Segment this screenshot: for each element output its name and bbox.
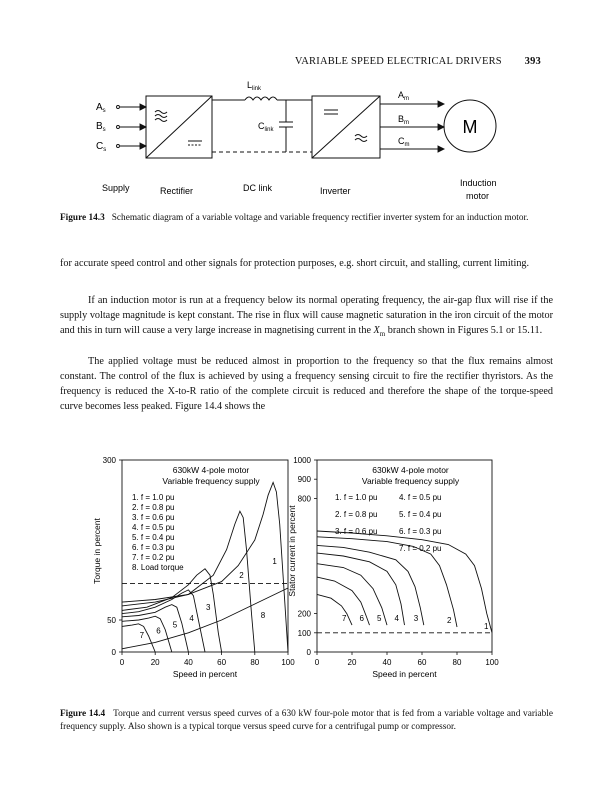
legend-entry: 4. f = 0.5 pu <box>132 523 175 532</box>
chart-subtitle: Variable frequency supply <box>361 476 460 486</box>
series-label: 7 <box>139 630 145 640</box>
legend-entry: 5. f = 0.4 pu <box>132 533 175 542</box>
x-tick-label: 40 <box>183 658 193 667</box>
series-label: 3 <box>413 614 419 624</box>
y-tick-label: 1000 <box>293 456 311 465</box>
label-c-in: $C_s$ <box>96 141 107 153</box>
y-tick-label: 0 <box>306 648 311 657</box>
x-tick-label: 0 <box>119 658 125 667</box>
label-induction: Induction <box>460 178 497 188</box>
x-tick-label: 80 <box>250 658 260 667</box>
label-c-out: $C_m$ <box>398 136 410 148</box>
current-chart <box>287 456 499 679</box>
paragraph-1: for accurate speed control and other signals for protection purposes, e.g. short circuit, and stalling, current limiting. <box>60 258 530 269</box>
y-tick-label: 0 <box>111 648 116 657</box>
x-tick-label: 60 <box>417 658 427 667</box>
label-c-link: $C_{link}$ <box>258 121 274 133</box>
series-label: 2 <box>447 616 452 625</box>
x-axis-label: Speed in percent <box>372 669 437 679</box>
caption-label: Figure 14.3 <box>60 213 105 223</box>
y-axis-label: Torque in percent <box>92 518 102 584</box>
x-tick-label: 40 <box>382 658 392 667</box>
series-line-7 <box>317 594 352 625</box>
x-tick-label: 60 <box>217 658 227 667</box>
y-tick-label: 50 <box>107 616 116 625</box>
chart-subtitle: Variable frequency supply <box>162 476 260 486</box>
legend-entry: 7. f = 0.2 pu <box>399 544 442 553</box>
legend-entry: 2. f = 0.8 pu <box>335 510 378 519</box>
x-tick-label: 100 <box>281 658 295 667</box>
legend-entry: 2. f = 0.8 pu <box>132 503 175 512</box>
series-label: 3 <box>206 602 211 612</box>
y-axis-label: Stator current in percent <box>287 505 297 597</box>
chart-title: 630kW 4-pole motor <box>372 465 449 475</box>
legend-entry: 6. f = 0.3 pu <box>399 527 442 536</box>
legend-entry: 7. f = 0.2 pu <box>132 553 175 562</box>
x-tick-label: 20 <box>347 658 357 667</box>
figure-14-3-caption <box>60 212 553 225</box>
label-a-out: $A_m$ <box>398 90 410 102</box>
legend-entry: 1. f = 1.0 pu <box>335 493 378 502</box>
label-l-link: $L_{link}$ <box>247 80 262 92</box>
caption-text: Torque and current versus speed curves of a 630 kW four-pole motor that is fed from a variable voltage and variable frequency supply. Also shown is a typical torque versus speed curve for a centrifugal pump or compressor. <box>60 709 553 732</box>
paragraph-2: If an induction motor is run at a frequency below its normal operating frequency, the air-gap flux will rise if the supply voltage magnitude is kept constant. The rise in flux will cause magnetic saturation in the iron circuit of the motor and this in turn will cause a very large increase in magnetising current in the $X_m$ branch shown in Figures 5.1 or 15.11. <box>60 295 553 339</box>
series-label: 4 <box>394 614 399 624</box>
series-line-5 <box>122 605 188 652</box>
x-tick-label: 80 <box>452 658 462 667</box>
legend-entry: 1. f = 1.0 pu <box>132 493 175 502</box>
legend-entry: 8. Load torque <box>132 563 184 572</box>
y-tick-label: 200 <box>297 609 311 619</box>
x-axis-label: Speed in percent <box>172 669 238 679</box>
series-label: 6 <box>359 614 364 624</box>
x-tick-label: 100 <box>485 658 499 667</box>
rectifier-box <box>146 96 212 158</box>
legend-entry: 4. f = 0.5 pu <box>399 493 442 502</box>
caption-text: Schematic diagram of a variable voltage and variable frequency rectifier inverter system for an induction motor. <box>111 213 529 223</box>
y-tick-label: 800 <box>297 494 311 504</box>
series-label: 4 <box>189 614 194 623</box>
label-motor-word: motor <box>466 191 490 201</box>
label-rectifier: Rectifier <box>160 186 194 196</box>
series-label: 5 <box>377 614 382 624</box>
legend-entry: 3. f = 0.6 pu <box>132 513 175 522</box>
series-label: 7 <box>342 614 347 624</box>
x-tick-label: 20 <box>150 658 160 667</box>
label-supply: Supply <box>102 183 130 193</box>
x-tick-label: 0 <box>314 658 320 667</box>
series-label: 8 <box>260 611 266 620</box>
label-inverter: Inverter <box>320 186 351 196</box>
chart-title: 630kW 4-pole motor <box>172 465 250 475</box>
series-label: 6 <box>156 626 161 636</box>
torque-current-charts <box>80 452 510 692</box>
legend-entry: 3. f = 0.6 pu <box>335 527 378 536</box>
y-tick-label: 300 <box>102 456 116 465</box>
series-label: 1 <box>484 621 489 631</box>
legend-entry: 6. f = 0.3 pu <box>132 543 175 552</box>
label-a-in: $A_s$ <box>96 102 106 114</box>
running-title: VARIABLE SPEED ELECTRICAL DRIVERS <box>294 56 502 67</box>
figure-14-4-caption <box>60 708 553 734</box>
inverter-box <box>312 96 380 158</box>
output-arrows <box>380 101 444 152</box>
y-tick-label: 100 <box>297 628 311 638</box>
y-tick-label: 900 <box>297 475 311 485</box>
page-number: 393 <box>524 56 541 67</box>
running-header <box>295 56 541 67</box>
motor-label: M <box>462 117 478 137</box>
series-label: 2 <box>239 571 244 581</box>
input-arrows <box>117 104 147 149</box>
label-b-in: $B_s$ <box>96 121 106 133</box>
paragraph-3: The applied voltage must be reduced almost in proportion to the frequency so that the flux remains almost constant. The control of the flux is achieved by using a frequency sensing circuit to fire the rectifier thyristors. As the frequency is reduced the X-to-R ratio of the complete circuit is reduced and therefore the shape of the torque-speed curve becomes less peaked. Figure 14.4 shows the <box>60 356 553 412</box>
caption-label: Figure 14.4 <box>60 709 106 719</box>
series-label: 5 <box>172 620 178 630</box>
label-b-out: $B_m$ <box>398 114 410 126</box>
series-label: 1 <box>272 557 277 566</box>
label-dc-link: DC link <box>243 183 273 193</box>
schematic-diagram <box>80 76 530 206</box>
series-line-6 <box>122 616 172 652</box>
torque-chart <box>92 456 295 679</box>
legend-entry: 5. f = 0.4 pu <box>399 510 442 519</box>
